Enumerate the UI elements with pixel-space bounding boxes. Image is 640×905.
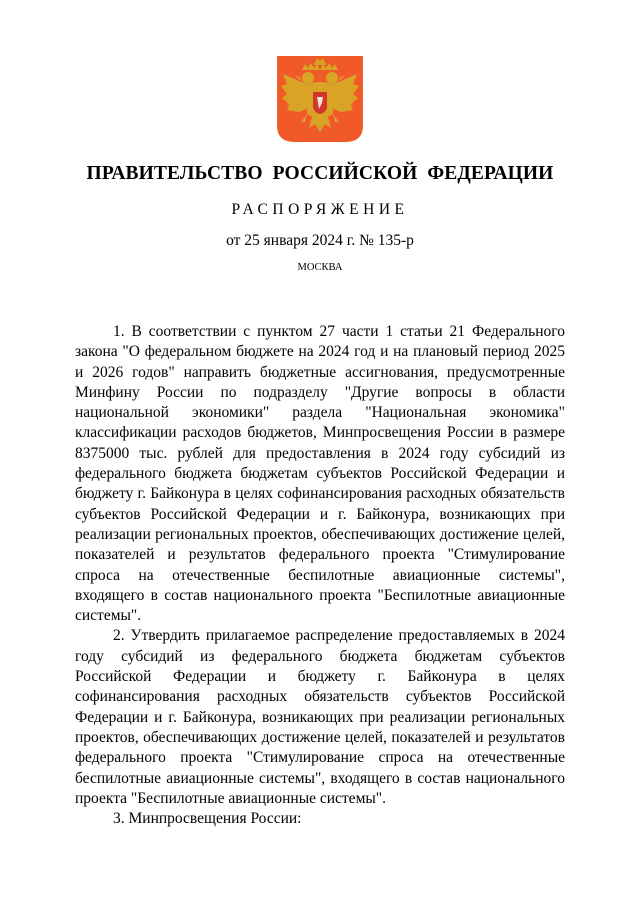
government-title: ПРАВИТЕЛЬСТВО РОССИЙСКОЙ ФЕДЕРАЦИИ bbox=[86, 163, 554, 184]
russian-coat-of-arms-icon bbox=[275, 56, 365, 144]
document-type: РАСПОРЯЖЕНИЕ bbox=[231, 201, 409, 218]
paragraph-2: 2. Утвердить прилагаемое распределение предоставляемых в 2024 году субсидий из федерального бюджета бюджетам субъектов Российской Федерации и бюджету г. Байконура в целях софинансирования расходных обязательств субъектов Российской Федерации и г. Байконура, возникающих при реализации региональных проектов, обеспечивающих достижение целей, показателей и результатов федерального проекта "Стимулирование спроса на отечественные беспилотные авиационные системы", входящего в состав национального проекта "Беспилотные авиационные системы". bbox=[75, 627, 565, 807]
paragraph-1: 1. В соответствии с пунктом 27 части 1 статьи 21 Федерального закона "О федеральном бюджете на 2024 год и на плановый период 2025 и 2026 годов" направить бюджетные ассигнования, предусмотренные Минфину России по подразделу "Другие вопросы в области национальной экономики" раздела "Национальная экономика" классификации расходов бюджетов, Минпросвещения России в размере 8375000 тыс. рублей для предоставления в 2024 году субсидий из федерального бюджета бюджетам субъектов Российской Федерации и бюджету г. Байконура в целях софинансирования расходных обязательств субъектов Российской Федерации и г. Байконура, возникающих при реализации региональных проектов, обеспечивающих достижение целей, показателей и результатов федерального проекта "Стимулирование спроса на отечественные беспилотные авиационные системы", входящего в состав национального проекта "Беспилотные авиационные системы". bbox=[75, 323, 565, 625]
paragraph-3: 3. Минпросвещения России: bbox=[113, 810, 302, 828]
document-city: МОСКВА bbox=[297, 262, 343, 273]
document-date: от 25 января 2024 г. № 135-р bbox=[226, 232, 414, 249]
document-body bbox=[75, 322, 565, 829]
